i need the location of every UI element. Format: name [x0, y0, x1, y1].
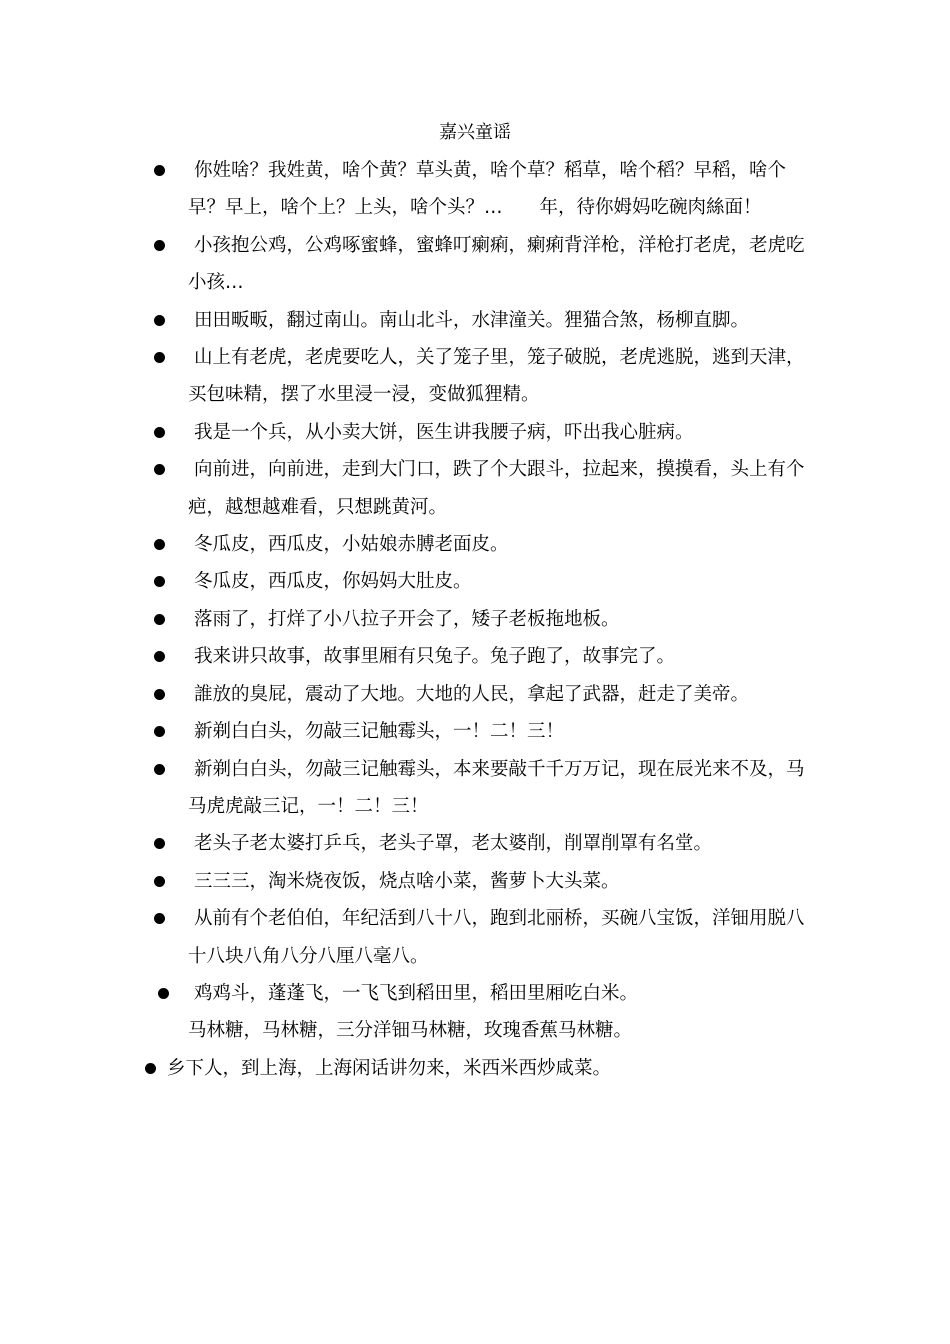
rhyme-text: 老头子老太婆打乒乓，老头子罩，老太婆削，削罩削罩有名堂。: [194, 833, 713, 855]
rhyme-item: [0, 526, 812, 563]
rhyme-item: [0, 825, 812, 862]
rhyme-item: [0, 451, 812, 526]
bullet-icon: [154, 240, 165, 251]
bullet-icon: [154, 726, 165, 737]
rhyme-item: [0, 152, 812, 227]
rhyme-item: [0, 676, 812, 713]
rhyme-text: 三三三，淘米烧夜饭，烧点啥小菜，酱萝卜大头菜。: [194, 870, 620, 892]
bullet-icon: [154, 539, 165, 550]
rhyme-text: 小孩抱公鸡，公鸡啄蜜蜂，蜜蜂叮瘌痢，瘌痢背洋枪，洋枪打老虎，老虎吃小孩…: [188, 234, 805, 294]
rhyme-item-continued: [0, 1012, 812, 1049]
rhyme-item: [0, 638, 812, 675]
rhyme-item: [0, 863, 812, 900]
bullet-icon: [154, 838, 165, 849]
rhyme-text: 向前进，向前进，走到大门口，跌了个大跟斗，拉起来，摸摸看，头上有个疤，越想越难看，只想跳黄河。: [188, 459, 805, 518]
bullet-icon: [158, 988, 169, 999]
bullet-icon: [154, 876, 165, 887]
rhyme-item: [0, 900, 812, 975]
rhyme-item: [0, 751, 812, 826]
rhyme-item: [0, 227, 812, 302]
rhyme-text: 我来讲只故事，故事里厢有只兔子。兔子跑了，故事完了。: [194, 646, 676, 668]
rhyme-text: 誰放的臭屁，震动了大地。大地的人民，拿起了武器，赶走了美帝。: [194, 683, 750, 705]
bullet-icon: [154, 689, 165, 700]
rhyme-item: [0, 1050, 791, 1087]
rhyme-item: [0, 414, 812, 451]
bullet-icon: [154, 315, 165, 326]
rhyme-text: 鸡鸡斗，蓬蓬飞，一飞飞到稻田里，稻田里厢吃白米。: [194, 982, 639, 1004]
rhyme-list: [0, 152, 950, 1087]
rhyme-item: [0, 339, 812, 414]
document-title: 嘉兴童谣: [439, 122, 511, 143]
bullet-icon: [154, 427, 165, 438]
bullet-icon: [154, 165, 165, 176]
rhyme-text: 从前有个老伯伯，年纪活到八十八，跑到北丽桥，买碗八宝饭，洋钿用脱八十八块八角八分八厘八毫八。: [188, 908, 805, 967]
rhyme-text: 新剃白白头，勿敲三记触霉头，一！二！三！: [194, 721, 565, 743]
rhyme-text: 冬瓜皮，西瓜皮，你妈妈大肚皮。: [194, 571, 472, 593]
rhyme-item: [0, 713, 812, 750]
rhyme-text: 落雨了，打烊了小八拉子开会了，矮子老板拖地板。: [194, 608, 620, 630]
rhyme-text: 乡下人，到上海，上海闲话讲勿来，米西米西炒咸菜。: [167, 1057, 612, 1079]
rhyme-text: 马林糖，马林糖，三分洋钿马林糖，玫瑰香蕉马林糖。: [188, 1020, 633, 1042]
rhyme-item: [0, 601, 812, 638]
rhyme-item: [0, 975, 812, 1012]
rhyme-text: 新剃白白头，勿敲三记触霉头，本来要敲千千万万记，现在辰光来不及，马马虎虎敲三记，一！二！三！: [188, 758, 805, 817]
bullet-icon: [154, 464, 165, 475]
bullet-icon: [154, 614, 165, 625]
bullet-icon: [154, 913, 165, 924]
rhyme-text: 我是一个兵，从小卖大饼，医生讲我腰子病，吓出我心脏病。: [194, 421, 694, 443]
bullet-icon: [154, 576, 165, 587]
bullet-icon: [154, 352, 165, 363]
bullet-icon: [145, 1063, 156, 1074]
rhyme-text: 冬瓜皮，西瓜皮，小姑娘赤膊老面皮。: [194, 534, 509, 556]
rhyme-text: 你姓啥？我姓黄，啥个黄？草头黄，啥个草？稻草，啥个稻？早稻，啥个早？早上，啥个上？上头，啥个头？… 年，待你姆妈吃碗肉絲面！: [188, 160, 787, 219]
bullet-icon: [154, 651, 165, 662]
rhyme-item: [0, 563, 812, 600]
rhyme-item: [0, 302, 812, 339]
bullet-icon: [154, 764, 165, 775]
rhyme-text: 田田畈畈，翻过南山。南山北斗，水津潼关。狸猫合煞，杨柳直脚。: [194, 309, 750, 331]
rhyme-text: 山上有老虎，老虎要吃人，关了笼子里，笼子破脱，老虎逃脱，逃到天津，买包味精，摆了水里浸一浸，变做狐狸精。: [188, 347, 805, 406]
